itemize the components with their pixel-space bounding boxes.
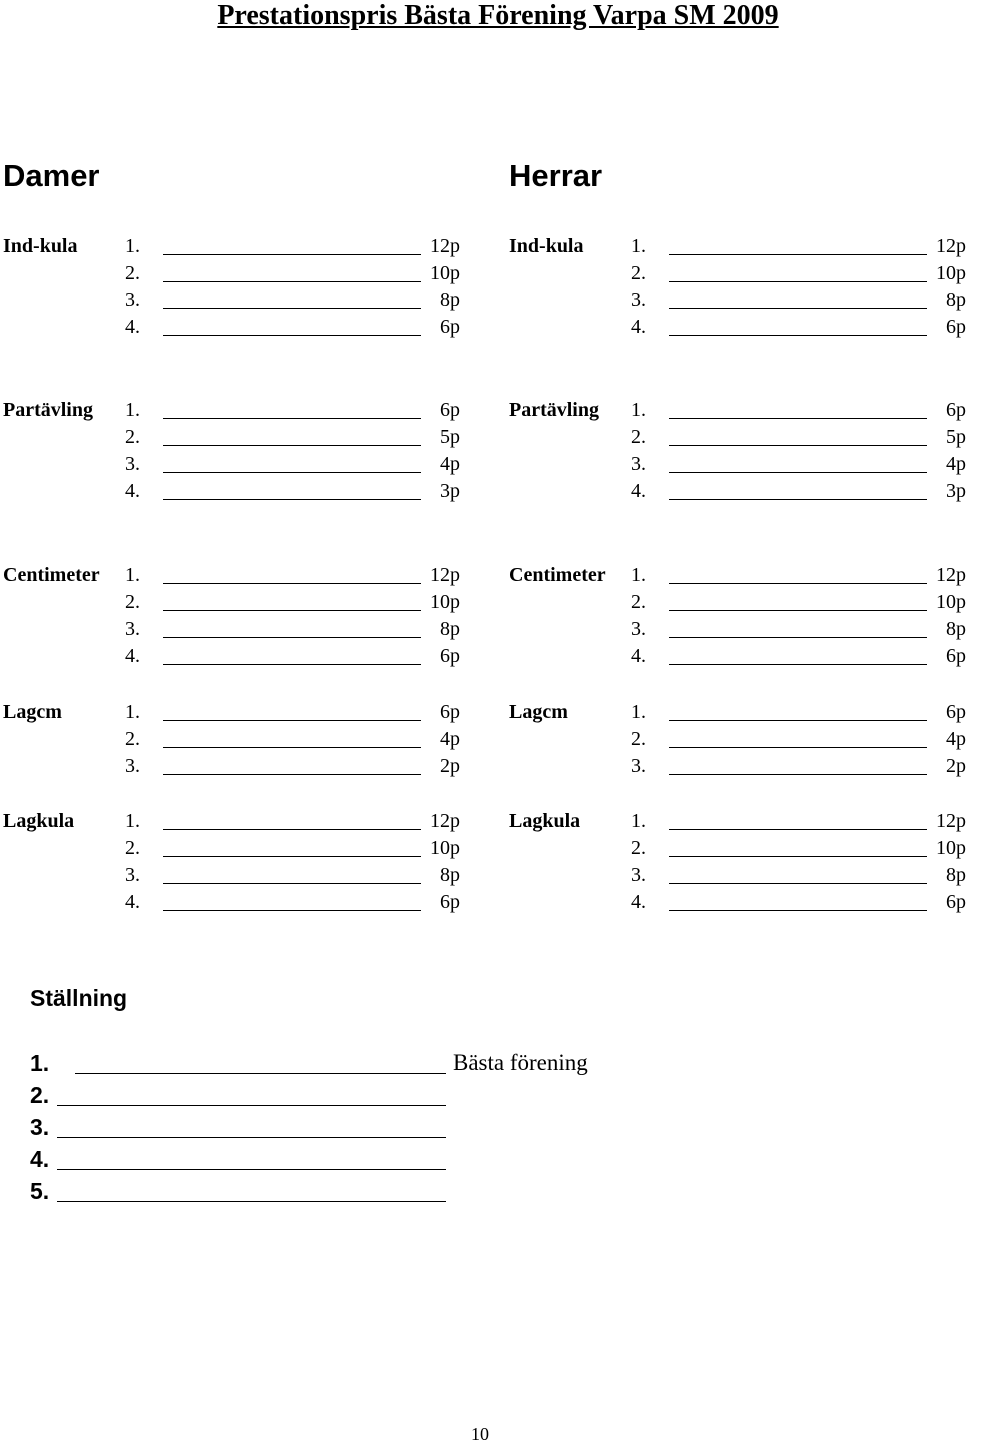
- rank: 1.: [631, 810, 646, 832]
- page-title: Prestationspris Bästa Förening Varpa SM 2009: [217, 0, 779, 31]
- placement-row: [125, 889, 460, 916]
- entry-line[interactable]: [669, 910, 927, 911]
- standings-row: [30, 1143, 650, 1175]
- entry-line[interactable]: [669, 472, 927, 473]
- placement-row: [125, 260, 460, 287]
- rank: 3.: [631, 864, 646, 886]
- points: 8p: [440, 618, 460, 640]
- entry-line[interactable]: [669, 829, 927, 830]
- column-heading: Herrar: [509, 158, 603, 193]
- rank: 1.: [631, 399, 646, 421]
- column-heading: Damer: [3, 158, 100, 193]
- entry-line[interactable]: [669, 637, 927, 638]
- entry-line[interactable]: [669, 254, 927, 255]
- entry-line[interactable]: [163, 418, 421, 419]
- standings-heading: Ställning: [30, 985, 128, 1011]
- points: 10p: [430, 591, 460, 613]
- placement-row: [125, 397, 460, 424]
- rank: 4.: [125, 316, 140, 338]
- entry-line[interactable]: [57, 1201, 446, 1202]
- entry-line[interactable]: [163, 472, 421, 473]
- placement-row: [631, 753, 966, 780]
- entry-line[interactable]: [163, 335, 421, 336]
- standings-row: [30, 1047, 650, 1079]
- placement-row: [631, 699, 966, 726]
- placement-row: [125, 562, 460, 589]
- rank: 3.: [125, 864, 140, 886]
- rank: 1.: [631, 564, 646, 586]
- standings-row: [30, 1111, 650, 1143]
- rank: 1.: [125, 235, 140, 257]
- placement-row: [631, 589, 966, 616]
- rank: 2.: [125, 837, 140, 859]
- rank: 3.: [631, 618, 646, 640]
- placement-row: [125, 589, 460, 616]
- rank: 2.: [631, 837, 646, 859]
- entry-line[interactable]: [57, 1169, 446, 1170]
- entry-line[interactable]: [163, 637, 421, 638]
- points: 6p: [946, 316, 966, 338]
- entry-line[interactable]: [163, 883, 421, 884]
- points: 4p: [440, 453, 460, 475]
- entry-line[interactable]: [669, 335, 927, 336]
- placement-row: [125, 726, 460, 753]
- rank: 2.: [125, 728, 140, 750]
- points: 6p: [946, 645, 966, 667]
- entry-line[interactable]: [163, 774, 421, 775]
- placement-row: [631, 233, 966, 260]
- entry-line[interactable]: [669, 720, 927, 721]
- points: 2p: [440, 755, 460, 777]
- points: 6p: [440, 891, 460, 913]
- placement-row: [125, 424, 460, 451]
- entry-line[interactable]: [163, 583, 421, 584]
- entry-line[interactable]: [669, 308, 927, 309]
- rank: 3.: [631, 755, 646, 777]
- entry-line[interactable]: [669, 774, 927, 775]
- entry-line[interactable]: [669, 499, 927, 500]
- points: 6p: [946, 399, 966, 421]
- rank: 4.: [30, 1146, 50, 1172]
- event-label: Ind-kula: [509, 235, 584, 257]
- event-label: Lagcm: [509, 701, 568, 723]
- entry-line[interactable]: [163, 308, 421, 309]
- placement-row: [125, 478, 460, 505]
- placement-row: [631, 287, 966, 314]
- points: 8p: [946, 289, 966, 311]
- entry-line[interactable]: [669, 610, 927, 611]
- event-label: Lagkula: [3, 810, 75, 832]
- points: 3p: [440, 480, 460, 502]
- points: 8p: [946, 618, 966, 640]
- rank: 2.: [631, 426, 646, 448]
- points: 6p: [946, 891, 966, 913]
- entry-line[interactable]: [669, 445, 927, 446]
- standings-note: Bästa förening: [453, 1050, 588, 1075]
- event-label: Partävling: [3, 399, 93, 421]
- rank: 1.: [631, 701, 646, 723]
- rank: 4.: [631, 316, 646, 338]
- entry-line[interactable]: [163, 610, 421, 611]
- placement-row: [631, 643, 966, 670]
- points: 8p: [946, 864, 966, 886]
- entry-line[interactable]: [669, 883, 927, 884]
- points: 6p: [440, 701, 460, 723]
- points: 6p: [946, 701, 966, 723]
- rank: 2.: [125, 262, 140, 284]
- points: 6p: [440, 399, 460, 421]
- entry-line[interactable]: [669, 583, 927, 584]
- rank: 4.: [631, 645, 646, 667]
- points: 10p: [936, 837, 966, 859]
- rank: 3.: [125, 618, 140, 640]
- placement-row: [631, 835, 966, 862]
- rank: 4.: [631, 891, 646, 913]
- entry-line[interactable]: [57, 1137, 446, 1138]
- event-label: Partävling: [509, 399, 599, 421]
- event-label: Lagkula: [509, 810, 581, 832]
- placement-row: [125, 287, 460, 314]
- placement-row: [631, 397, 966, 424]
- rank: 2.: [631, 591, 646, 613]
- points: 10p: [936, 591, 966, 613]
- placement-row: [125, 314, 460, 341]
- standings-row: [30, 1079, 650, 1111]
- entry-line[interactable]: [669, 856, 927, 857]
- points: 10p: [936, 262, 966, 284]
- points: 12p: [430, 235, 460, 257]
- entry-line[interactable]: [163, 856, 421, 857]
- rank: 1.: [125, 399, 140, 421]
- rank: 2.: [631, 728, 646, 750]
- placement-row: [125, 808, 460, 835]
- points: 8p: [440, 864, 460, 886]
- rank: 2.: [631, 262, 646, 284]
- points: 2p: [946, 755, 966, 777]
- placement-row: [631, 562, 966, 589]
- rank: 2.: [30, 1082, 50, 1108]
- points: 8p: [440, 289, 460, 311]
- points: 10p: [430, 837, 460, 859]
- placement-row: [125, 616, 460, 643]
- rank: 1.: [125, 810, 140, 832]
- rank: 3.: [631, 289, 646, 311]
- rank: 1.: [125, 701, 140, 723]
- entry-line[interactable]: [163, 281, 421, 282]
- rank: 4.: [631, 480, 646, 502]
- placement-row: [631, 260, 966, 287]
- entry-line[interactable]: [163, 747, 421, 748]
- placement-row: [631, 478, 966, 505]
- placement-row: [125, 451, 460, 478]
- rank: 4.: [125, 891, 140, 913]
- placement-row: [631, 314, 966, 341]
- entry-line[interactable]: [57, 1105, 446, 1106]
- placement-row: [125, 862, 460, 889]
- points: 12p: [430, 564, 460, 586]
- entry-line[interactable]: [163, 910, 421, 911]
- event-label: Lagcm: [3, 701, 62, 723]
- entry-line[interactable]: [669, 281, 927, 282]
- entry-line[interactable]: [163, 499, 421, 500]
- standings-row: [30, 1175, 650, 1207]
- placement-row: [631, 808, 966, 835]
- entry-line[interactable]: [163, 664, 421, 665]
- points: 3p: [946, 480, 966, 502]
- placement-row: [125, 643, 460, 670]
- page-number: 10: [471, 1424, 489, 1444]
- entry-line[interactable]: [163, 254, 421, 255]
- points: 12p: [936, 564, 966, 586]
- placement-row: [125, 699, 460, 726]
- entry-line[interactable]: [669, 747, 927, 748]
- points: 6p: [440, 645, 460, 667]
- placement-row: [125, 835, 460, 862]
- placement-row: [631, 889, 966, 916]
- placement-row: [631, 424, 966, 451]
- points: 12p: [936, 235, 966, 257]
- rank: 1.: [125, 564, 140, 586]
- rank: 4.: [125, 480, 140, 502]
- entry-line[interactable]: [163, 445, 421, 446]
- placement-row: [631, 726, 966, 753]
- points: 4p: [440, 728, 460, 750]
- rank: 1.: [30, 1050, 50, 1076]
- points: 6p: [440, 316, 460, 338]
- entry-line[interactable]: [669, 664, 927, 665]
- points: 4p: [946, 728, 966, 750]
- rank: 2.: [125, 591, 140, 613]
- rank: 2.: [125, 426, 140, 448]
- entry-line[interactable]: [163, 720, 421, 721]
- rank: 4.: [125, 645, 140, 667]
- points: 10p: [430, 262, 460, 284]
- rank: 1.: [631, 235, 646, 257]
- points: 12p: [936, 810, 966, 832]
- event-label: Centimeter: [509, 564, 606, 586]
- entry-line[interactable]: [163, 829, 421, 830]
- placement-row: [125, 753, 460, 780]
- placement-row: [631, 451, 966, 478]
- event-label: Centimeter: [3, 564, 100, 586]
- entry-line[interactable]: [75, 1073, 446, 1074]
- rank: 3.: [125, 755, 140, 777]
- placement-row: [631, 616, 966, 643]
- rank: 3.: [631, 453, 646, 475]
- points: 12p: [430, 810, 460, 832]
- event-label: Ind-kula: [3, 235, 78, 257]
- points: 5p: [440, 426, 460, 448]
- standings-section: [30, 985, 650, 1204]
- rank: 3.: [30, 1114, 50, 1140]
- rank: 3.: [125, 289, 140, 311]
- points: 4p: [946, 453, 966, 475]
- rank: 3.: [125, 453, 140, 475]
- points: 5p: [946, 426, 966, 448]
- placement-row: [631, 862, 966, 889]
- entry-line[interactable]: [669, 418, 927, 419]
- rank: 5.: [30, 1178, 50, 1204]
- placement-row: [125, 233, 460, 260]
